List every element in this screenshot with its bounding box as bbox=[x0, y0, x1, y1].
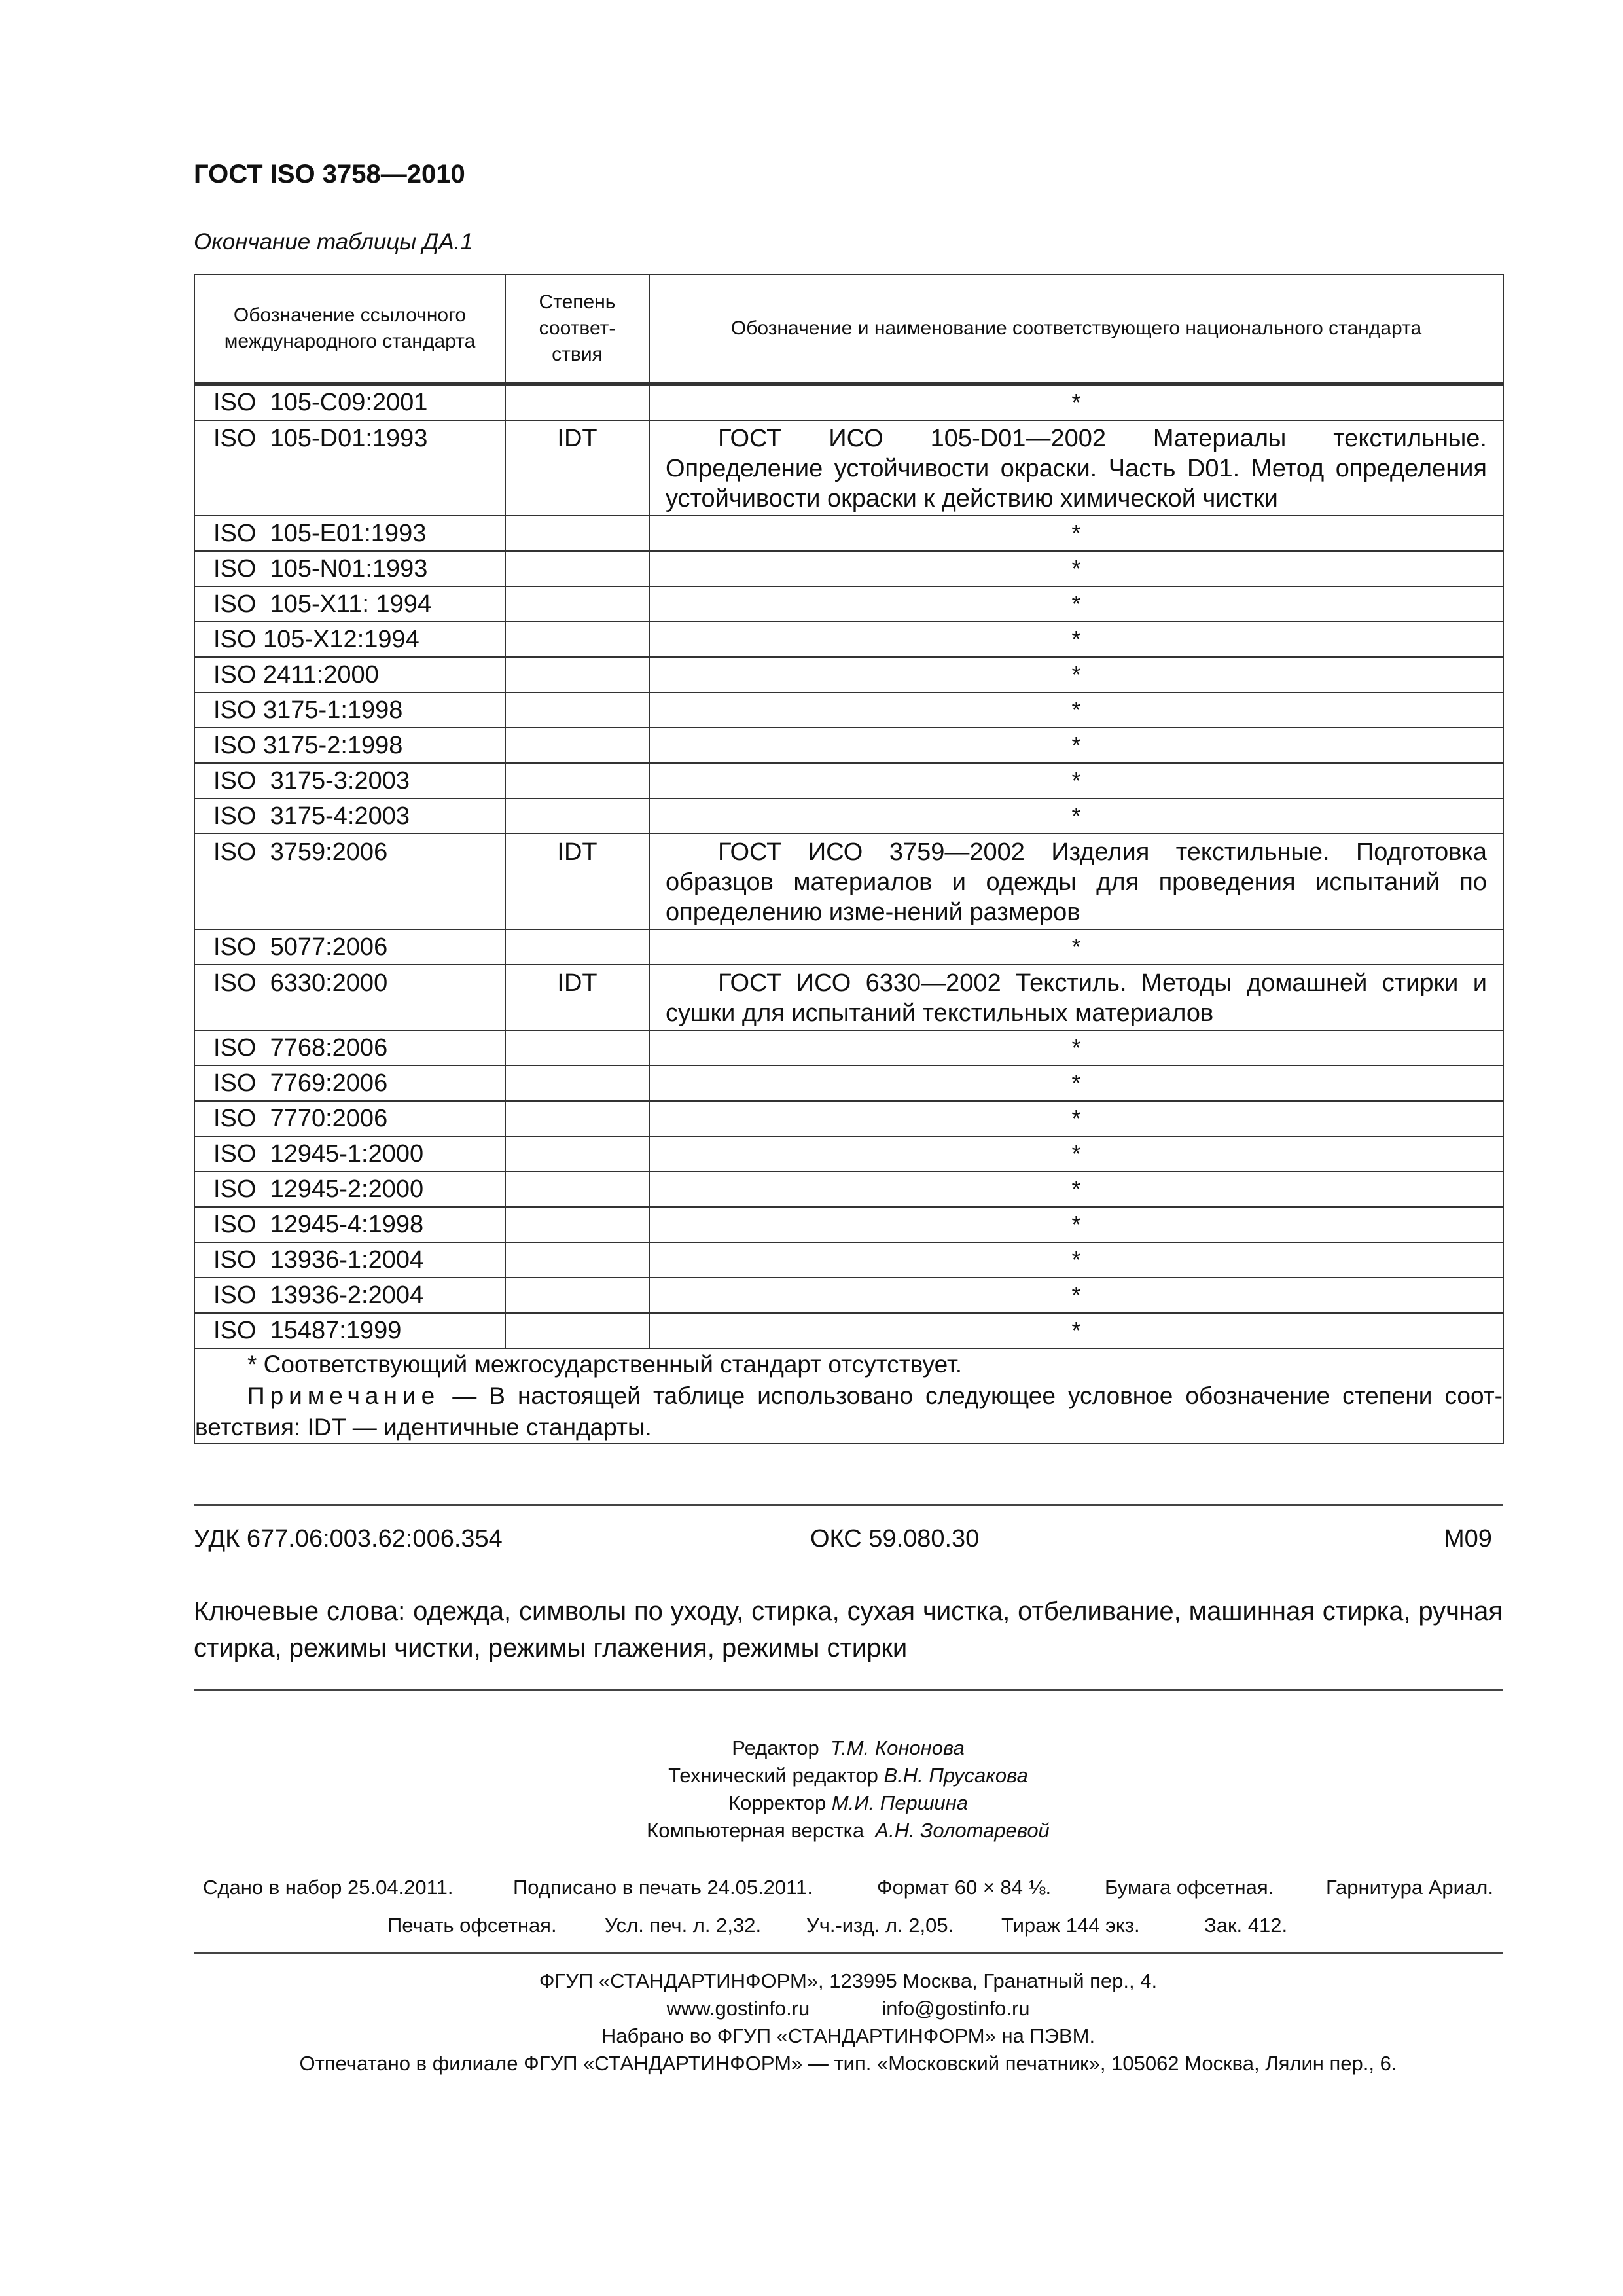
national-standard-text: ГОСТ ИСО 3759—2002 Изделия текстильные. Подготовка образцов материалов и одежды для проведения испытаний по определению изме-нений размеров bbox=[666, 838, 1487, 926]
imprint-signed: Подписано в печать 24.05.2011. bbox=[513, 1876, 813, 1899]
absent-standard-mark: * bbox=[1071, 1246, 1081, 1273]
ref-standard-cell: ISO 3759:2006 bbox=[194, 834, 505, 929]
table-row bbox=[194, 965, 1503, 1030]
national-standard-cell bbox=[649, 384, 1503, 421]
category-code: М09 bbox=[1444, 1525, 1492, 1552]
degree-cell bbox=[505, 516, 649, 551]
ref-standard-cell: ISO 105-X11: 1994 bbox=[194, 586, 505, 622]
table-row bbox=[194, 1066, 1503, 1101]
ref-standard-cell: ISO 105-X12:1994 bbox=[194, 622, 505, 657]
absent-standard-mark: * bbox=[1071, 732, 1081, 759]
publisher-email[interactable]: info@gostinfo.ru bbox=[882, 1997, 1030, 2020]
credit-name: А.Н. Золотаревой bbox=[875, 1819, 1050, 1842]
udk-code: УДК 677.06:003.62:006.354 bbox=[194, 1525, 503, 1552]
national-standard-cell bbox=[649, 798, 1503, 834]
credit-name: М.И. Першина bbox=[831, 1791, 968, 1814]
degree-cell bbox=[505, 1242, 649, 1278]
table-row bbox=[194, 1313, 1503, 1348]
credit-line bbox=[194, 1762, 1503, 1789]
col-header-degree-text: Степень соответ-ствия bbox=[539, 291, 616, 365]
table-row bbox=[194, 798, 1503, 834]
degree-cell bbox=[505, 1278, 649, 1313]
imprint-submitted: Сдано в набор 25.04.2011. bbox=[203, 1876, 454, 1899]
credit-role: Корректор bbox=[728, 1791, 827, 1814]
national-standard-cell bbox=[649, 1136, 1503, 1172]
absent-standard-mark: * bbox=[1071, 933, 1081, 960]
degree-cell bbox=[505, 763, 649, 798]
oks-code: ОКС 59.080.30 bbox=[810, 1525, 980, 1552]
table-row bbox=[194, 420, 1503, 516]
imprint-sheets: Усл. печ. л. 2,32. bbox=[605, 1914, 762, 1937]
table-row bbox=[194, 929, 1503, 965]
national-standard-cell bbox=[649, 551, 1503, 586]
credit-name: Т.М. Кононова bbox=[830, 1736, 965, 1759]
table-row bbox=[194, 1172, 1503, 1207]
degree-cell bbox=[505, 1136, 649, 1172]
degree-cell bbox=[505, 1207, 649, 1242]
ref-standard-cell: ISO 12945-4:1998 bbox=[194, 1207, 505, 1242]
col-header-ref-text: Обозначение ссылочного международного стандарта bbox=[224, 304, 476, 352]
table-row bbox=[194, 1030, 1503, 1066]
ref-standard-cell: ISO 105-C09:2001 bbox=[194, 384, 505, 421]
ref-standard-cell: ISO 3175-4:2003 bbox=[194, 798, 505, 834]
degree-cell bbox=[505, 692, 649, 728]
divider bbox=[194, 1504, 1503, 1506]
publisher-info bbox=[194, 1967, 1503, 2077]
table-row bbox=[194, 692, 1503, 728]
ref-standard-cell: ISO 105-N01:1993 bbox=[194, 551, 505, 586]
col-header-degree bbox=[505, 274, 649, 384]
imprint-paper: Бумага офсетная. bbox=[1105, 1876, 1274, 1899]
degree-cell bbox=[505, 586, 649, 622]
degree-cell bbox=[505, 551, 649, 586]
note-label: Примечание bbox=[247, 1382, 440, 1409]
ref-standard-cell: ISO 2411:2000 bbox=[194, 657, 505, 692]
note-body: — В настоящей таблице использовано следующее условное обозначение степени соот-ветствия: IDT — идентичные стандарты. bbox=[195, 1382, 1503, 1441]
national-standard-cell bbox=[649, 1207, 1503, 1242]
absent-standard-mark: * bbox=[1071, 1211, 1081, 1238]
credit-role: Технический редактор bbox=[668, 1764, 878, 1787]
absent-standard-mark: * bbox=[1071, 590, 1081, 617]
national-standard-text: ГОСТ ИСО 6330—2002 Текстиль. Методы домашней стирки и сушки для испытаний текстильных материалов bbox=[666, 969, 1487, 1027]
absent-standard-mark: * bbox=[1071, 1140, 1081, 1167]
imprint-font: Гарнитура Ариал. bbox=[1326, 1876, 1493, 1899]
absent-standard-mark: * bbox=[1071, 1282, 1081, 1308]
absent-standard-mark: * bbox=[1071, 1175, 1081, 1202]
ref-standard-cell: ISO 5077:2006 bbox=[194, 929, 505, 965]
table-body bbox=[194, 384, 1503, 1349]
publisher-address: ФГУП «СТАНДАРТИНФОРМ», 123995 Москва, Гранатный пер., 4. bbox=[539, 1969, 1158, 1992]
national-standard-text: ГОСТ ИСО 105-D01—2002 Материалы текстильные. Определение устойчивости окраски. Часть D01. Метод определения устойчивости окраски к действию химической чистки bbox=[666, 425, 1487, 512]
standards-table bbox=[194, 274, 1504, 1444]
degree-cell bbox=[505, 384, 649, 421]
divider bbox=[194, 1952, 1503, 1954]
degree-cell: IDT bbox=[505, 834, 649, 929]
credits bbox=[194, 1734, 1503, 1844]
national-standard-cell bbox=[649, 965, 1503, 1030]
table-row bbox=[194, 1242, 1503, 1278]
document-id: ГОСТ ISO 3758—2010 bbox=[194, 160, 465, 188]
credit-line bbox=[194, 1789, 1503, 1817]
publisher-website[interactable]: www.gostinfo.ru bbox=[666, 1997, 810, 2020]
table-row bbox=[194, 516, 1503, 551]
table-row bbox=[194, 1101, 1503, 1136]
footnote-text: * Соответствующий межгосударственный стандарт отсутствует. bbox=[247, 1351, 963, 1378]
absent-standard-mark: * bbox=[1071, 661, 1081, 688]
absent-standard-mark: * bbox=[1071, 1069, 1081, 1096]
national-standard-cell bbox=[649, 1242, 1503, 1278]
degree-cell: IDT bbox=[505, 965, 649, 1030]
absent-standard-mark: * bbox=[1071, 696, 1081, 723]
ref-standard-cell: ISO 7770:2006 bbox=[194, 1101, 505, 1136]
national-standard-cell bbox=[649, 1101, 1503, 1136]
credit-line bbox=[194, 1817, 1503, 1844]
degree-cell bbox=[505, 1101, 649, 1136]
ref-standard-cell: ISO 7768:2006 bbox=[194, 1030, 505, 1066]
table-row bbox=[194, 1207, 1503, 1242]
table-footnote-cell bbox=[194, 1348, 1503, 1444]
table-row bbox=[194, 586, 1503, 622]
publisher-printed: Отпечатано в филиале ФГУП «СТАНДАРТИНФОРМ» — тип. «Московский печатник», 105062 Москва, Лялин пер., 6. bbox=[299, 2052, 1397, 2075]
absent-standard-mark: * bbox=[1071, 1317, 1081, 1344]
publisher-contacts bbox=[194, 1995, 1503, 2022]
degree-cell: IDT bbox=[505, 420, 649, 516]
ref-standard-cell: ISO 15487:1999 bbox=[194, 1313, 505, 1348]
degree-cell bbox=[505, 657, 649, 692]
table-row bbox=[194, 834, 1503, 929]
table-row bbox=[194, 728, 1503, 763]
col-header-national bbox=[649, 274, 1503, 384]
imprint-printing: Печать офсетная. bbox=[387, 1914, 557, 1937]
absent-standard-mark: * bbox=[1071, 555, 1081, 582]
absent-standard-mark: * bbox=[1071, 626, 1081, 653]
national-standard-cell bbox=[649, 622, 1503, 657]
national-standard-cell bbox=[649, 929, 1503, 965]
ref-standard-cell: ISO 3175-3:2003 bbox=[194, 763, 505, 798]
absent-standard-mark: * bbox=[1071, 389, 1081, 416]
credit-role: Редактор bbox=[732, 1736, 819, 1759]
keywords: Ключевые слова: одежда, символы по уходу, стирка, сухая чистка, отбеливание, машинная стирка, ручная стирка, режимы чистки, режимы глажения, режимы стирки bbox=[194, 1597, 1503, 1662]
imprint-pub-sheets: Уч.-изд. л. 2,05. bbox=[806, 1914, 954, 1937]
absent-standard-mark: * bbox=[1071, 1034, 1081, 1061]
national-standard-cell bbox=[649, 586, 1503, 622]
national-standard-cell bbox=[649, 728, 1503, 763]
credit-name: В.Н. Прусакова bbox=[883, 1764, 1028, 1787]
table-row bbox=[194, 763, 1503, 798]
national-standard-cell bbox=[649, 1030, 1503, 1066]
degree-cell bbox=[505, 622, 649, 657]
national-standard-cell bbox=[649, 1066, 1503, 1101]
table-header-row bbox=[194, 274, 1503, 384]
ref-standard-cell: ISO 105-D01:1993 bbox=[194, 420, 505, 516]
degree-cell bbox=[505, 929, 649, 965]
imprint-order: Зак. 412. bbox=[1204, 1914, 1288, 1937]
table-row bbox=[194, 1136, 1503, 1172]
credit-line bbox=[194, 1734, 1503, 1762]
national-standard-cell bbox=[649, 1172, 1503, 1207]
degree-cell bbox=[505, 798, 649, 834]
ref-standard-cell: ISO 3175-2:1998 bbox=[194, 728, 505, 763]
degree-cell bbox=[505, 1066, 649, 1101]
absent-standard-mark: * bbox=[1071, 802, 1081, 829]
imprint-format: Формат 60 × 84 ⅛. bbox=[877, 1876, 1052, 1899]
publisher-typeset: Набрано во ФГУП «СТАНДАРТИНФОРМ» на ПЭВМ. bbox=[601, 2024, 1096, 2047]
col-header-ref bbox=[194, 274, 505, 384]
table-caption: Окончание таблицы ДА.1 bbox=[194, 229, 473, 255]
ref-standard-cell: ISO 3175-1:1998 bbox=[194, 692, 505, 728]
table-row bbox=[194, 384, 1503, 421]
table-row bbox=[194, 551, 1503, 586]
national-standard-cell bbox=[649, 692, 1503, 728]
ref-standard-cell: ISO 12945-2:2000 bbox=[194, 1172, 505, 1207]
table-row bbox=[194, 622, 1503, 657]
table-row bbox=[194, 657, 1503, 692]
ref-standard-cell: ISO 12945-1:2000 bbox=[194, 1136, 505, 1172]
imprint-run: Тираж 144 экз. bbox=[1001, 1914, 1140, 1937]
national-standard-cell bbox=[649, 420, 1503, 516]
table-footnote-row bbox=[194, 1348, 1503, 1444]
degree-cell bbox=[505, 1313, 649, 1348]
national-standard-cell bbox=[649, 1278, 1503, 1313]
table-row bbox=[194, 1278, 1503, 1313]
credit-role: Компьютерная верстка bbox=[647, 1819, 865, 1842]
ref-standard-cell: ISO 6330:2000 bbox=[194, 965, 505, 1030]
national-standard-cell bbox=[649, 657, 1503, 692]
degree-cell bbox=[505, 1030, 649, 1066]
note-text bbox=[195, 1380, 1503, 1443]
absent-standard-mark: * bbox=[1071, 1105, 1081, 1132]
national-standard-cell bbox=[649, 834, 1503, 929]
ref-standard-cell: ISO 105-E01:1993 bbox=[194, 516, 505, 551]
col-header-national-text: Обозначение и наименование соответствующего национального стандарта bbox=[730, 317, 1422, 339]
degree-cell bbox=[505, 1172, 649, 1207]
absent-standard-mark: * bbox=[1071, 520, 1081, 547]
divider bbox=[194, 1689, 1503, 1691]
ref-standard-cell: ISO 13936-1:2004 bbox=[194, 1242, 505, 1278]
ref-standard-cell: ISO 13936-2:2004 bbox=[194, 1278, 505, 1313]
absent-standard-mark: * bbox=[1071, 767, 1081, 794]
national-standard-cell bbox=[649, 763, 1503, 798]
national-standard-cell bbox=[649, 516, 1503, 551]
national-standard-cell bbox=[649, 1313, 1503, 1348]
ref-standard-cell: ISO 7769:2006 bbox=[194, 1066, 505, 1101]
degree-cell bbox=[505, 728, 649, 763]
